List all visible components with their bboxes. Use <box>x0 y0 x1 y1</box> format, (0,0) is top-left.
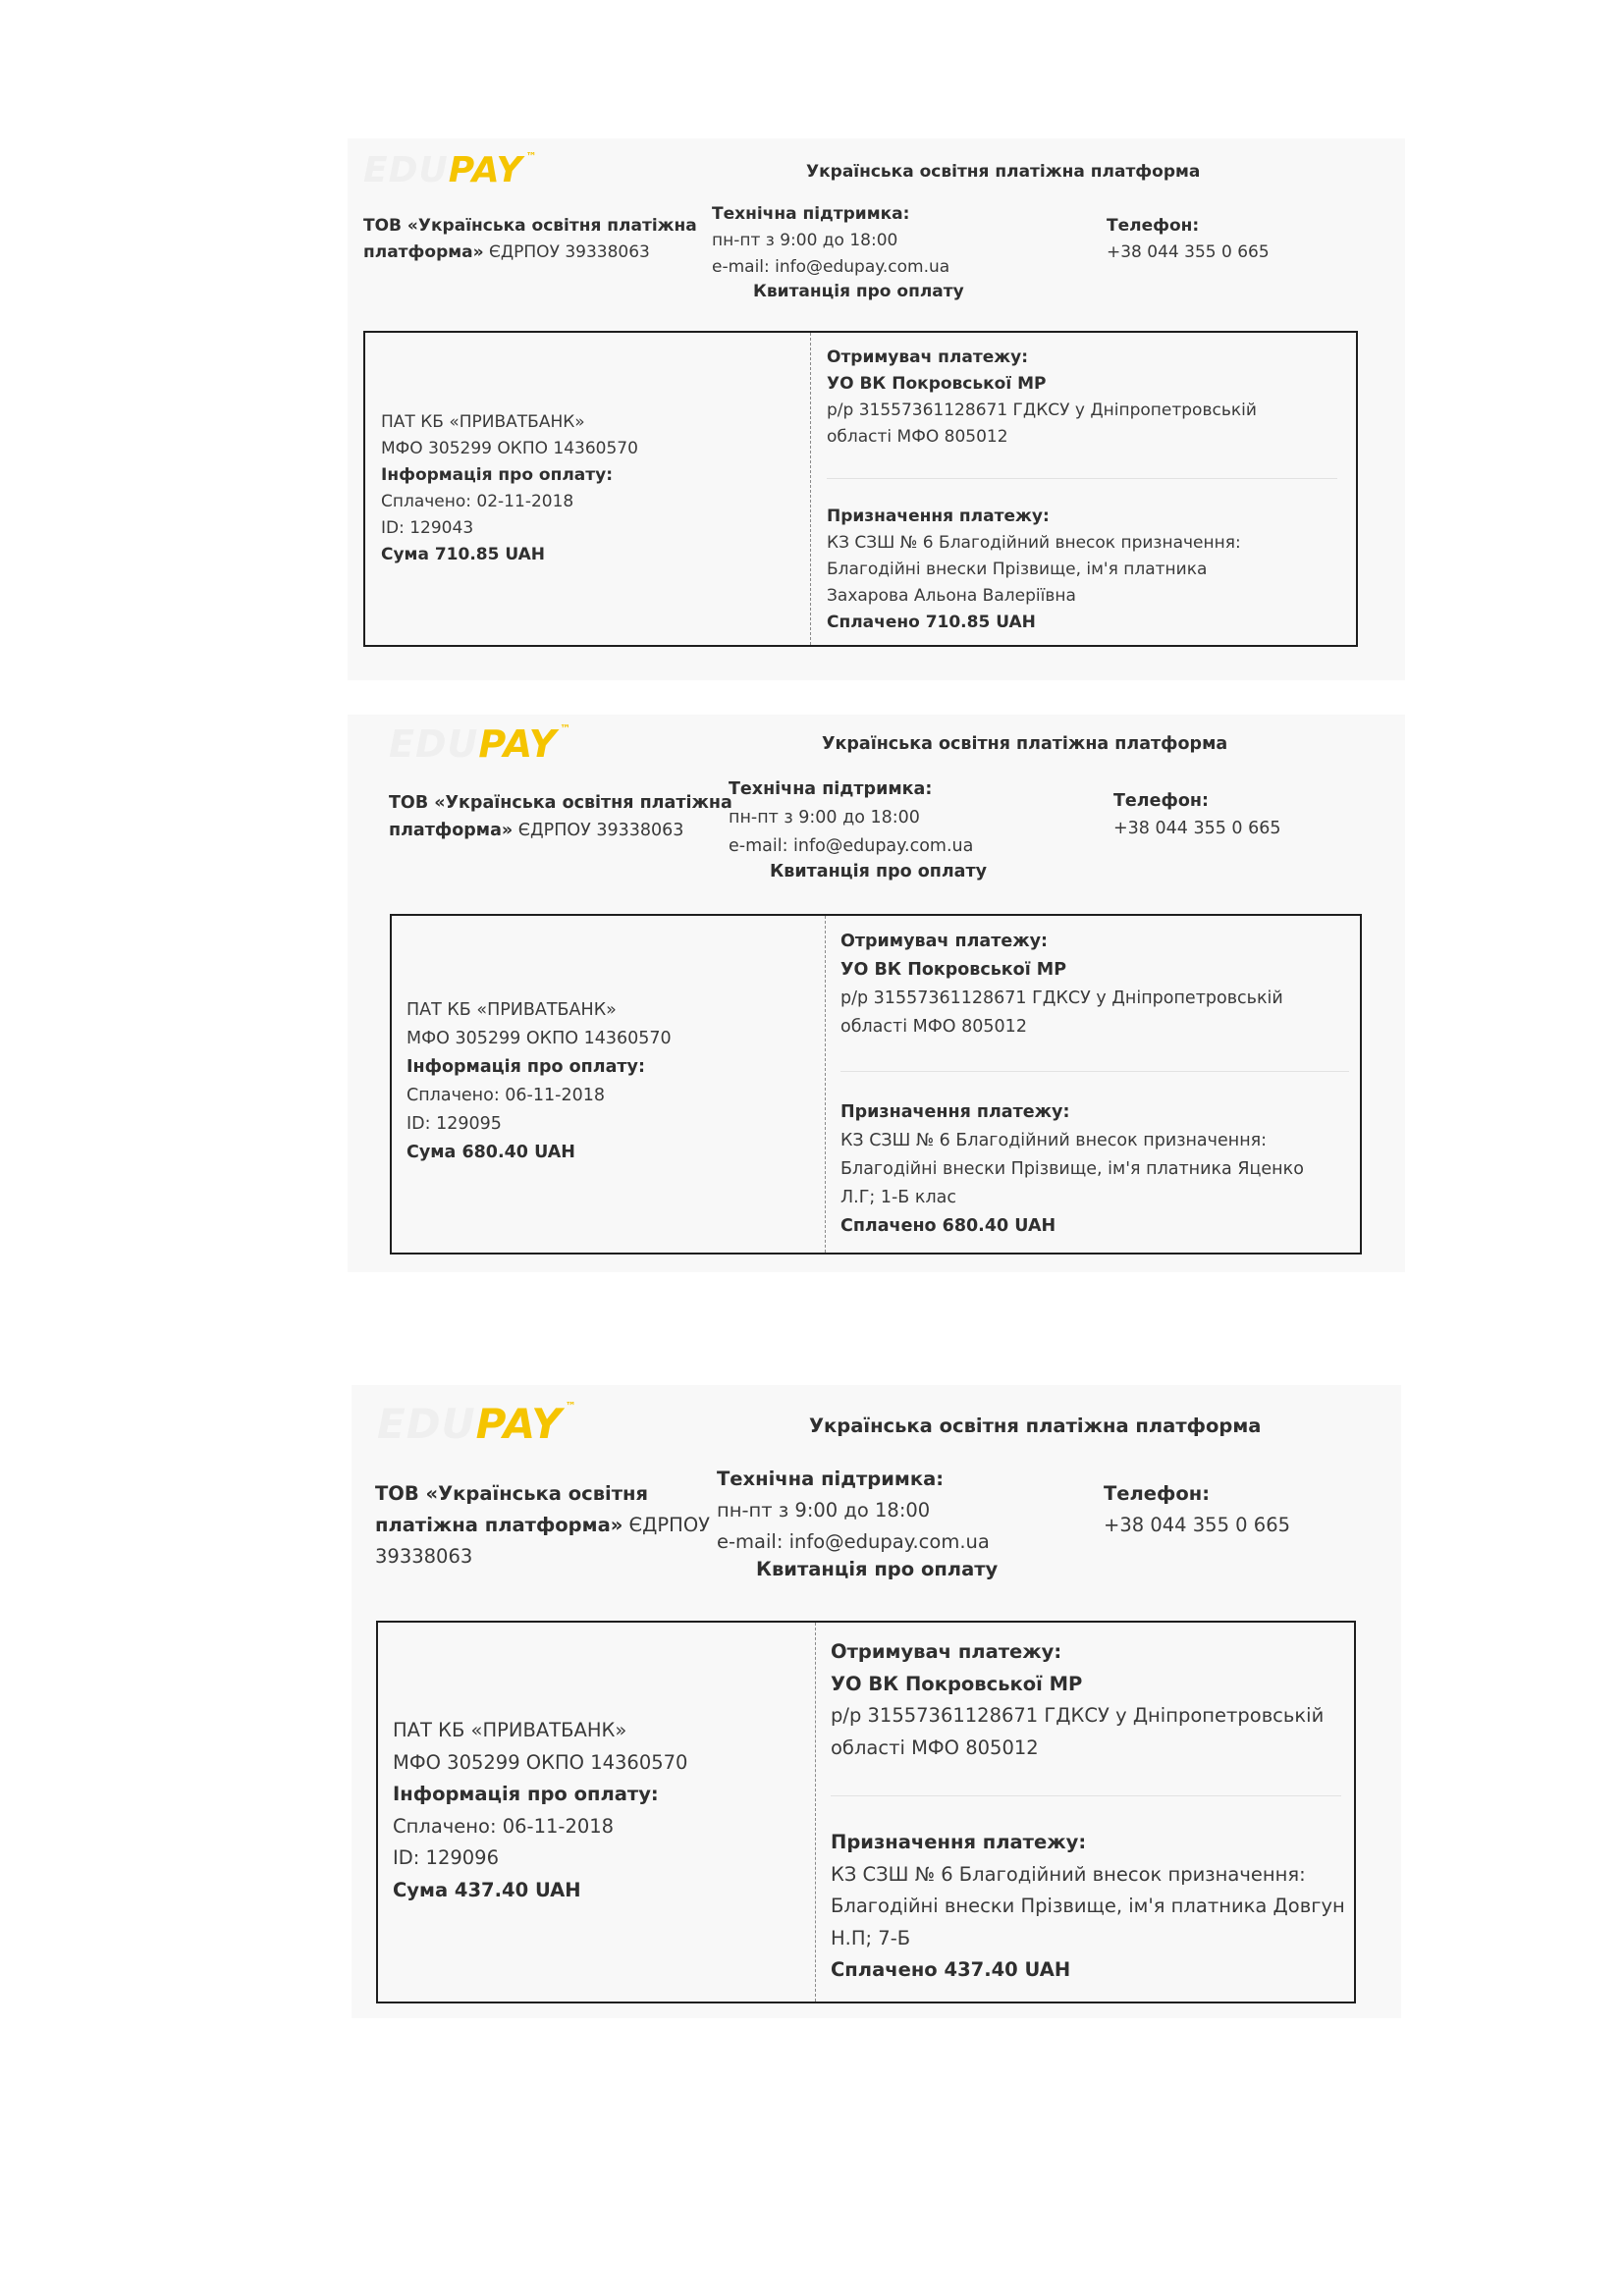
separator <box>840 1071 1349 1072</box>
payment-box <box>363 331 1358 647</box>
company-info: ТОВ «Українська освітня платіжна платформа» ЄДРПОУ 39338063 <box>363 216 697 262</box>
account-line-2: області МФО 805012 <box>831 1735 1039 1759</box>
receipt-2 <box>348 715 1405 1272</box>
edupay-logo: EDUPAY ™ <box>363 150 538 190</box>
phone-label: Телефон: <box>1104 1482 1211 1505</box>
support-hours: пн-пт з 9:00 до 18:00 <box>717 1499 931 1522</box>
bank-codes: МФО 305299 ОКПО 14360570 <box>406 1029 672 1048</box>
payment-sum: Сума 710.85 UAH <box>381 545 546 564</box>
support-email: e-mail: info@edupay.com.ua <box>712 257 950 277</box>
receipt-title: Квитанція про оплату <box>770 862 988 881</box>
payer-info <box>381 409 638 568</box>
recipient-name: УО ВК Покровської МР <box>827 374 1047 394</box>
separator <box>827 478 1337 479</box>
recipient-label: Отримувач платежу: <box>831 1640 1062 1663</box>
support-email: e-mail: info@edupay.com.ua <box>729 836 974 856</box>
account-line-1: р/р 31557361128671 ГДКСУ у Дніпропетровській <box>840 988 1283 1008</box>
account-line-2: області МФО 805012 <box>840 1017 1027 1037</box>
recipient-label: Отримувач платежу: <box>827 347 1029 367</box>
support-hours: пн-пт з 9:00 до 18:00 <box>729 808 920 828</box>
dashed-divider <box>810 333 811 645</box>
purpose-label: Призначення платежу: <box>840 1102 1070 1122</box>
purpose-label: Призначення платежу: <box>831 1831 1087 1853</box>
edupay-logo: EDUPAY ™ <box>389 722 572 766</box>
support-hours: пн-пт з 9:00 до 18:00 <box>712 231 898 250</box>
company-info: ТОВ «Українська освітня платіжна платформа» ЄДРПОУ 39338063 <box>389 793 732 840</box>
phone-block <box>1104 1478 1290 1541</box>
phone-label: Телефон: <box>1113 791 1209 811</box>
purpose-line-3: Захарова Альона Валеріївна <box>827 586 1076 606</box>
paid-date: Сплачено: 06-11-2018 <box>406 1086 605 1105</box>
purpose-line-1: КЗ СЗШ № 6 Благодійний внесок призначення: <box>831 1862 1306 1886</box>
recipient-name: УО ВК Покровської МР <box>840 960 1067 980</box>
dashed-divider <box>825 916 826 1253</box>
recipient-info <box>831 1636 1324 1764</box>
paid-date: Сплачено: 02-11-2018 <box>381 492 574 511</box>
purpose-info <box>840 1098 1304 1241</box>
payment-sum: Сума 437.40 UAH <box>393 1878 581 1901</box>
purpose-line-2: Благодійні внески Прізвище, ім'я платника <box>827 560 1208 579</box>
payment-sum: Сума 680.40 UAH <box>406 1143 575 1162</box>
info-label: Інформація про оплату: <box>393 1783 659 1805</box>
purpose-line-2: Благодійні внески Прізвище, ім'я платника Яценко <box>840 1159 1304 1179</box>
platform-title: Українська освітня платіжна платформа <box>806 162 1201 182</box>
purpose-label: Призначення платежу: <box>827 507 1050 526</box>
bank-name: ПАТ КБ «ПРИВАТБАНК» <box>406 1000 617 1020</box>
receipt-title: Квитанція про оплату <box>756 1558 999 1580</box>
support-block <box>717 1464 990 1558</box>
edupay-logo: EDUPAY ™ <box>377 1400 577 1448</box>
support-block <box>712 201 949 281</box>
support-label: Технічна підтримка: <box>717 1468 945 1490</box>
paid-total: Сплачено 437.40 UAH <box>831 1958 1071 1981</box>
support-block <box>729 775 973 861</box>
receipt-3 <box>352 1385 1401 2018</box>
platform-title: Українська освітня платіжна платформа <box>809 1415 1262 1437</box>
account-line-1: р/р 31557361128671 ГДКСУ у Дніпропетровській <box>831 1704 1325 1727</box>
purpose-line-3: Н.П; 7-Б <box>831 1926 911 1949</box>
recipient-info <box>827 345 1257 451</box>
support-label: Технічна підтримка: <box>729 779 933 799</box>
account-line-2: області МФО 805012 <box>827 427 1008 447</box>
purpose-info <box>831 1827 1345 1987</box>
paid-total: Сплачено 710.85 UAH <box>827 613 1036 632</box>
bank-name: ПАТ КБ «ПРИВАТБАНК» <box>393 1719 627 1741</box>
purpose-line-1: КЗ СЗШ № 6 Благодійний внесок призначення: <box>840 1131 1268 1150</box>
support-email: e-mail: info@edupay.com.ua <box>717 1530 990 1553</box>
recipient-label: Отримувач платежу: <box>840 932 1049 951</box>
dashed-divider <box>815 1623 816 2002</box>
payer-info <box>393 1715 687 1906</box>
purpose-info <box>827 504 1241 636</box>
receipt-title: Квитанція про оплату <box>753 282 964 301</box>
paid-date: Сплачено: 06-11-2018 <box>393 1814 615 1838</box>
phone-block <box>1113 787 1281 842</box>
recipient-info <box>840 928 1283 1041</box>
purpose-line-2: Благодійні внески Прізвище, ім'я платника Довгун <box>831 1895 1345 1917</box>
payment-box <box>376 1621 1356 2003</box>
company-info: ТОВ «Українська освітня платіжна платформа» ЄДРПОУ 39338063 <box>375 1482 711 1568</box>
payment-id: ID: 129095 <box>406 1114 502 1134</box>
info-label: Інформація про оплату: <box>381 465 614 485</box>
info-label: Інформація про оплату: <box>406 1057 645 1077</box>
account-line-1: р/р 31557361128671 ГДКСУ у Дніпропетровській <box>827 400 1257 420</box>
bank-codes: МФО 305299 ОКПО 14360570 <box>393 1750 688 1774</box>
phone-block <box>1107 213 1270 266</box>
bank-name: ПАТ КБ «ПРИВАТБАНК» <box>381 412 585 432</box>
phone-label: Телефон: <box>1107 216 1200 236</box>
payment-id: ID: 129043 <box>381 518 474 538</box>
payer-info <box>406 996 672 1167</box>
bank-codes: МФО 305299 ОКПО 14360570 <box>381 439 638 458</box>
payment-box <box>390 914 1362 1255</box>
phone-value: +38 044 355 0 665 <box>1104 1514 1291 1536</box>
phone-value: +38 044 355 0 665 <box>1107 242 1270 262</box>
payment-id: ID: 129096 <box>393 1846 499 1869</box>
separator <box>831 1795 1341 1796</box>
purpose-line-3: Л.Г; 1-Б клас <box>840 1188 956 1207</box>
support-label: Технічна підтримка: <box>712 204 910 224</box>
platform-title: Українська освітня платіжна платформа <box>822 734 1228 754</box>
receipt-1 <box>348 138 1405 680</box>
phone-value: +38 044 355 0 665 <box>1113 819 1281 838</box>
paid-total: Сплачено 680.40 UAH <box>840 1216 1056 1236</box>
recipient-name: УО ВК Покровської МР <box>831 1672 1083 1695</box>
purpose-line-1: КЗ СЗШ № 6 Благодійний внесок призначення: <box>827 533 1241 553</box>
